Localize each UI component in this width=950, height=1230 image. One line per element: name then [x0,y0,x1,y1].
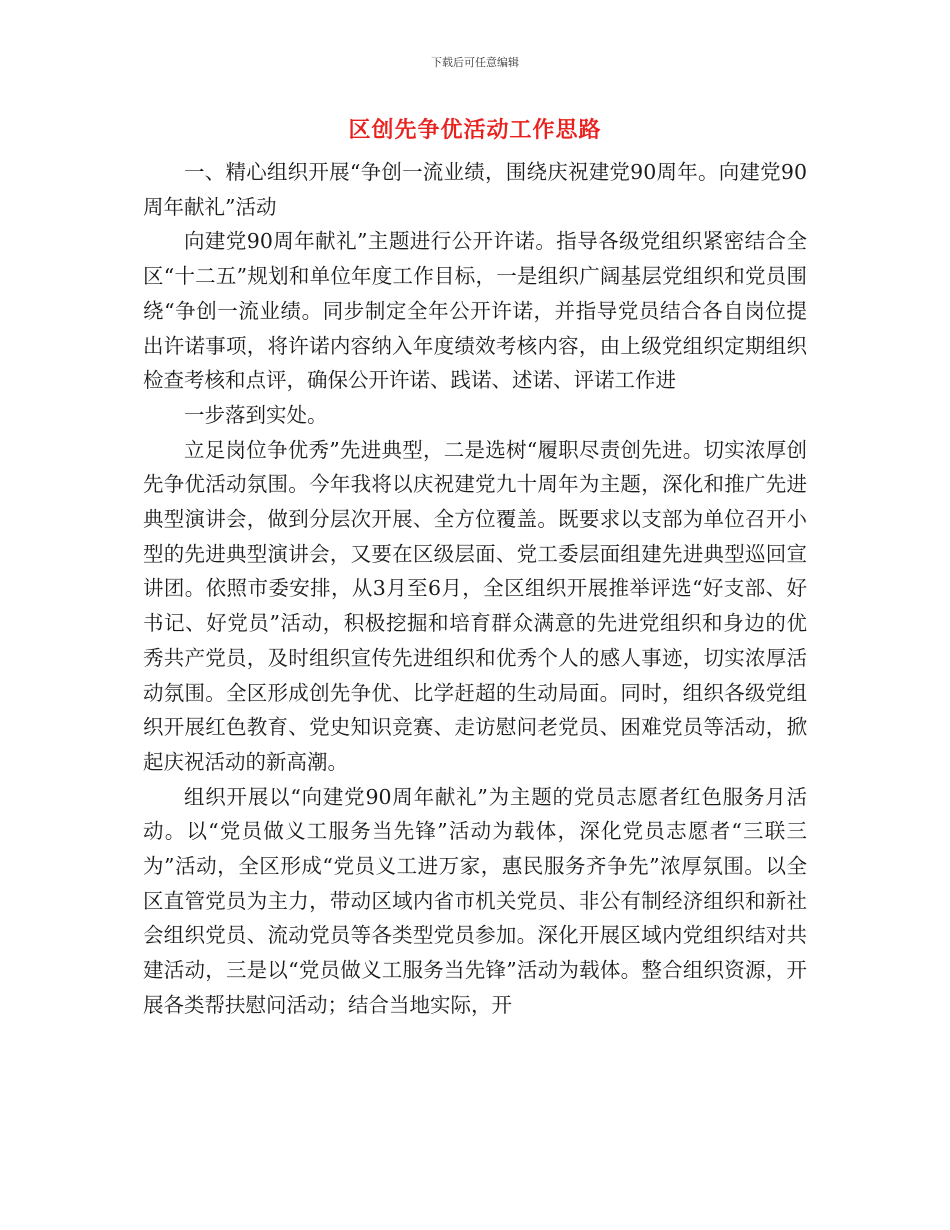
header-note: 下载后可任意编辑 [431,56,519,69]
document-title: 区创先争优活动工作思路 [348,118,602,143]
document-body [143,155,807,1023]
paragraph: 组织开展以“向建党90周年献礼”为主题的党员志愿者红色服务月活动。以“党员做义工服务当先锋”活动为载体，深化党员志愿者“三联三为”活动，全区形成“党员义工进万家，惠民服务齐争先”浓厚氛围。以全区直管党员为主力，带动区域内省市机关党员、非公有制经济组织和新社会组织党员、流动党员等各类型党员参加。深化开展区域内党组织结对共建活动，三是以“党员做义工服务当先锋”活动为载体。整合组织资源，开展各类帮扶慰问活动；结合当地实际，开 [143,784,807,1017]
paragraph: 向建党90周年献礼”主题进行公开许诺。指导各级党组织紧密结合全区“十二五”规划和单位年度工作目标，一是组织广阔基层党组织和党员围绕“争创一流业绩。同步制定全年公开许诺，并指导党员结合各自岗位提出许诺事项，将许诺内容纳入年度绩效考核内容，由上级党组织定期组织检查考核和点评，确保公开许诺、践诺、述诺、评诺工作进 [143,229,807,393]
paragraph: 一步落到实处。 [184,402,328,427]
paragraph: 一、精心组织开展“争创一流业绩，围绕庆祝建党90周年。向建党90周年献礼”活动 [143,160,807,219]
paragraph: 立足岗位争优秀”先进典型，二是选树“履职尽责创先进。切实浓厚创先争优活动氛围。今年我将以庆祝建党九十周年为主题，深化和推广先进典型演讲会，做到分层次开展、全方位覆盖。既要求以支部为单位召开小型的先进典型演讲会，又要在区级层面、党工委层面组建先进典型巡回宣讲团。依照市委安排，从3月至6月，全区组织开展推举评选“好支部、好书记、好党员”活动，积极挖掘和培育群众满意的先进党组织和身边的优秀共产党员，及时组织宣传先进组织和优秀个人的感人事迹，切实浓厚活动氛围。全区形成创先争优、比学赶超的生动局面。同时，组织各级党组织开展红色教育、党史知识竞赛、走访慰问老党员、困难党员等活动，掀起庆祝活动的新高潮。 [143,437,807,774]
